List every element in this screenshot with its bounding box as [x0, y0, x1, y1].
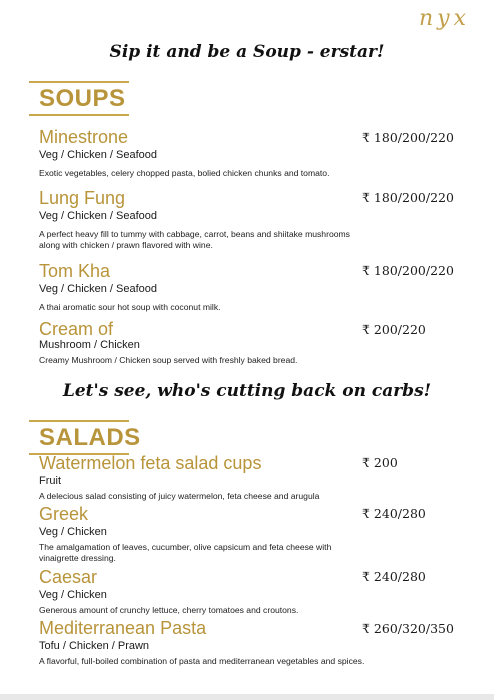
item-variants: Tofu / Chicken / Prawn — [39, 640, 150, 652]
brand-logo: nyx — [418, 6, 470, 31]
item-price: ₹ 200/220 — [362, 322, 426, 337]
item-name: Caesar — [39, 567, 98, 587]
item-price: ₹ 180/200/220 — [362, 130, 454, 145]
item-variants: Mushroom / Chicken — [39, 339, 140, 351]
item-name: Greek — [39, 504, 89, 524]
item-description: A flavorful, full-boiled combination of pasta and mediterranean vegetables and spices. — [39, 656, 365, 666]
item-name: Cream of — [39, 319, 114, 339]
salads-title: SALADS — [39, 424, 141, 451]
item-variants: Fruit — [39, 475, 61, 487]
item-variants: Veg / Chicken — [39, 589, 107, 601]
soups-title: SOUPS — [39, 85, 126, 112]
item-price: ₹ 260/320/350 — [362, 621, 454, 636]
item-price: ₹ 240/280 — [362, 506, 426, 521]
item-name: Lung Fung — [39, 188, 126, 208]
item-name: Watermelon feta salad cups — [39, 453, 262, 473]
item-description: Exotic vegetables, celery chopped pasta, bolied chicken chunks and tomato. — [39, 168, 330, 178]
soups-tagline: Sip it and be a Soup - erstar! — [109, 42, 385, 62]
item-variants: Veg / Chicken / Seafood — [39, 149, 158, 161]
item-description: A delecious salad consisting of juicy watermelon, feta cheese and arugula — [39, 491, 320, 501]
salads-tagline: Let's see, who's cutting back on carbs! — [62, 381, 432, 401]
item-name: Minestrone — [39, 127, 129, 147]
item-description: Creamy Mushroom / Chicken soup served with freshly baked bread. — [39, 355, 298, 365]
item-description: A thai aromatic sour hot soup with coconut milk. — [39, 302, 221, 312]
item-name: Tom Kha — [39, 261, 111, 281]
item-price: ₹ 180/200/220 — [362, 190, 454, 205]
item-description: Generous amount of crunchy lettuce, cherry tomatoes and croutons. — [39, 605, 299, 615]
item-price: ₹ 180/200/220 — [362, 263, 454, 278]
item-price: ₹ 240/280 — [362, 569, 426, 584]
header-rule-bottom — [29, 114, 129, 116]
item-name: Mediterranean Pasta — [39, 618, 207, 638]
item-variants: Veg / Chicken — [39, 526, 107, 538]
menu-item — [39, 453, 469, 502]
item-description: The amalgamation of leaves, cucumber, olive capsicum and feta cheese with vinaigrette dressing. — [39, 542, 332, 563]
item-variants: Veg / Chicken / Seafood — [39, 210, 158, 222]
item-description: A perfect heavy fill to tummy with cabbage, carrot, beans and shiitake mushrooms along with chicken / prawn flavored with wine. — [39, 229, 350, 250]
page-footer-band — [0, 694, 494, 700]
header-rule-top — [29, 81, 129, 83]
item-variants: Veg / Chicken / Seafood — [39, 283, 158, 295]
salads-section-header — [29, 420, 141, 455]
item-price: ₹ 200 — [362, 455, 398, 470]
soups-section-header — [29, 81, 129, 116]
header-rule-top — [29, 420, 129, 422]
